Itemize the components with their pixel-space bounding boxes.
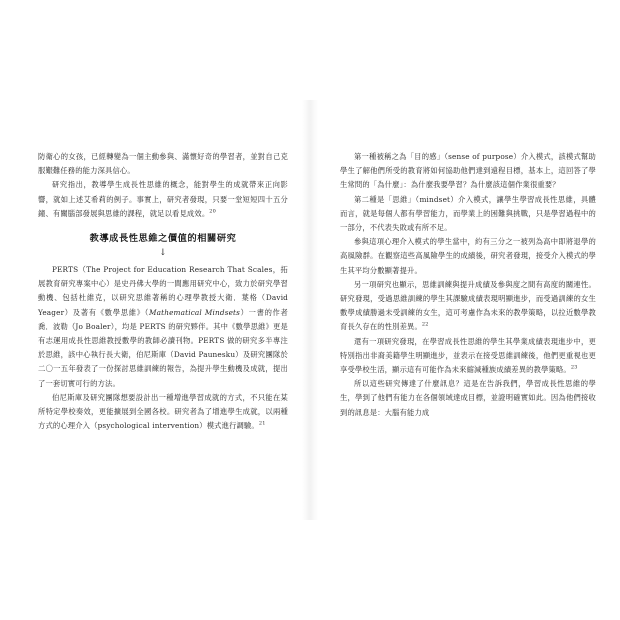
paragraph: 第二種是「思維」（mindset）介入模式，讓學生學習成長性思維，具體而言，就是每個人都有學習能力，而學業上的困難與挑戰，只是學習過程中的一部分，不代表失敗或有所不足。 [340, 194, 596, 233]
footnote-ref: 21 [258, 420, 266, 427]
down-arrow-icon: ↓ [159, 248, 167, 259]
paragraph-text: 研究指出，教導學生成長性思維的概念，能對學生的成就帶來正向影響，就如上述艾希莉的例子。事實上，研究者發現，只要一堂短短四十五分鐘、有關腦部發展與思維的課程，就足以看見成效。 [38, 180, 288, 218]
footnote-ref: 20 [209, 208, 216, 215]
paragraph: 第一種被稱之為「目的感」（sense of purpose）介入模式，該模式幫助學生了解他們所受的教育將如何協助他們達到遠程目標，基本上，這回答了學生常問的「為什麼」：為什麼我要學習？為什麼該這個作業很重要？ [340, 152, 596, 190]
left-page-body [38, 150, 288, 433]
right-page [310, 0, 620, 620]
paragraph: 參與這項心理介入模式的學生當中，約有三分之一被列為高中即將退學的高風險群。在觀察這些高風險學生的成績後，研究者發現，接受介入模式的學生其平均分數顯著提升。 [340, 237, 596, 275]
paragraph [340, 278, 596, 335]
paragraph: 所以這些研究傳達了什麼訊息？這是在告訴我們，學習成長性思維的學生，學到了他們有能力在各個領域達成目標，並證明確實如此。因為他們接收到的訊息是：大腦有能力成 [340, 379, 596, 417]
paragraph-text: ）一書的作者喬．波勒（Jo Boaler），均是 PERTS 的研究夥伴。其中《數學思維》更是有志運用成長性思維教授數學的教師必讀刊物。PERTS 做的研究多半專注於思維，該中心執行長大衛，伯尼斯庫（David Paunesku）及研究團隊於二〇一五年發表了一份探討思維訓練的報告，為提升學生動機及成就，提出了一套切實可行的方法。 [38, 307, 288, 388]
paragraph-text: 伯尼斯庫及研究團隊想要設計出一種增進學習成就的方式，不只能在某所特定學校奏效，更能擴展到全國各校。研究者為了增進學生成就，以兩種方式的心理介入（psychological intervention）模式進行調驗。 [38, 392, 288, 431]
paragraph-text: 另一項研究也顯示，思維訓練與提升成績及參與度之間有高度的關連性。研究發現，受過思維訓練的學生其課驗成績表現明顯進步，而受過訓練的女生數學成績勝過未受訓練的女生，這可考慮作為未來的教學策略，以拉近數學教育長久存在的性別差異。 [340, 279, 596, 332]
italic-book-title: Mathematical Mindsets [149, 307, 241, 317]
paragraph-text: 還有一項研究發現，在學習成長性思維的學生其學業成績表現進步中，更特別指出非裔美籍學生明顯進步，並表示在接受思維訓練後，他們更重視也更享受學校生活，顯示這有可能作為未來縮減種族成績差異的教學策略。 [340, 336, 596, 375]
paragraph: 防衛心的女孩，已經轉變為一個主動參與、滿懷好奇的學習者，並對自己克服艱難任務的能力深具信心。 [38, 152, 288, 176]
paragraph [38, 263, 288, 391]
section-heading: 教導成長性思維之價值的相關研究 [89, 233, 237, 245]
right-page-body [340, 150, 596, 420]
paragraph [38, 178, 288, 221]
paragraph-text: PERTS（The Project for Education Research That Scales，拓展教育研究專案中心）是史丹佛大學的一間應用研究中心，致力於研究學習動機、包括杜維克，以研究思維著稱的心理學教授大衛．葉格（David Yeager）及著有《數學思維》（ [38, 265, 288, 317]
footnote-ref: 22 [421, 322, 429, 329]
footnote-ref: 23 [570, 364, 578, 371]
paragraph [340, 335, 596, 378]
paragraph [38, 391, 288, 434]
